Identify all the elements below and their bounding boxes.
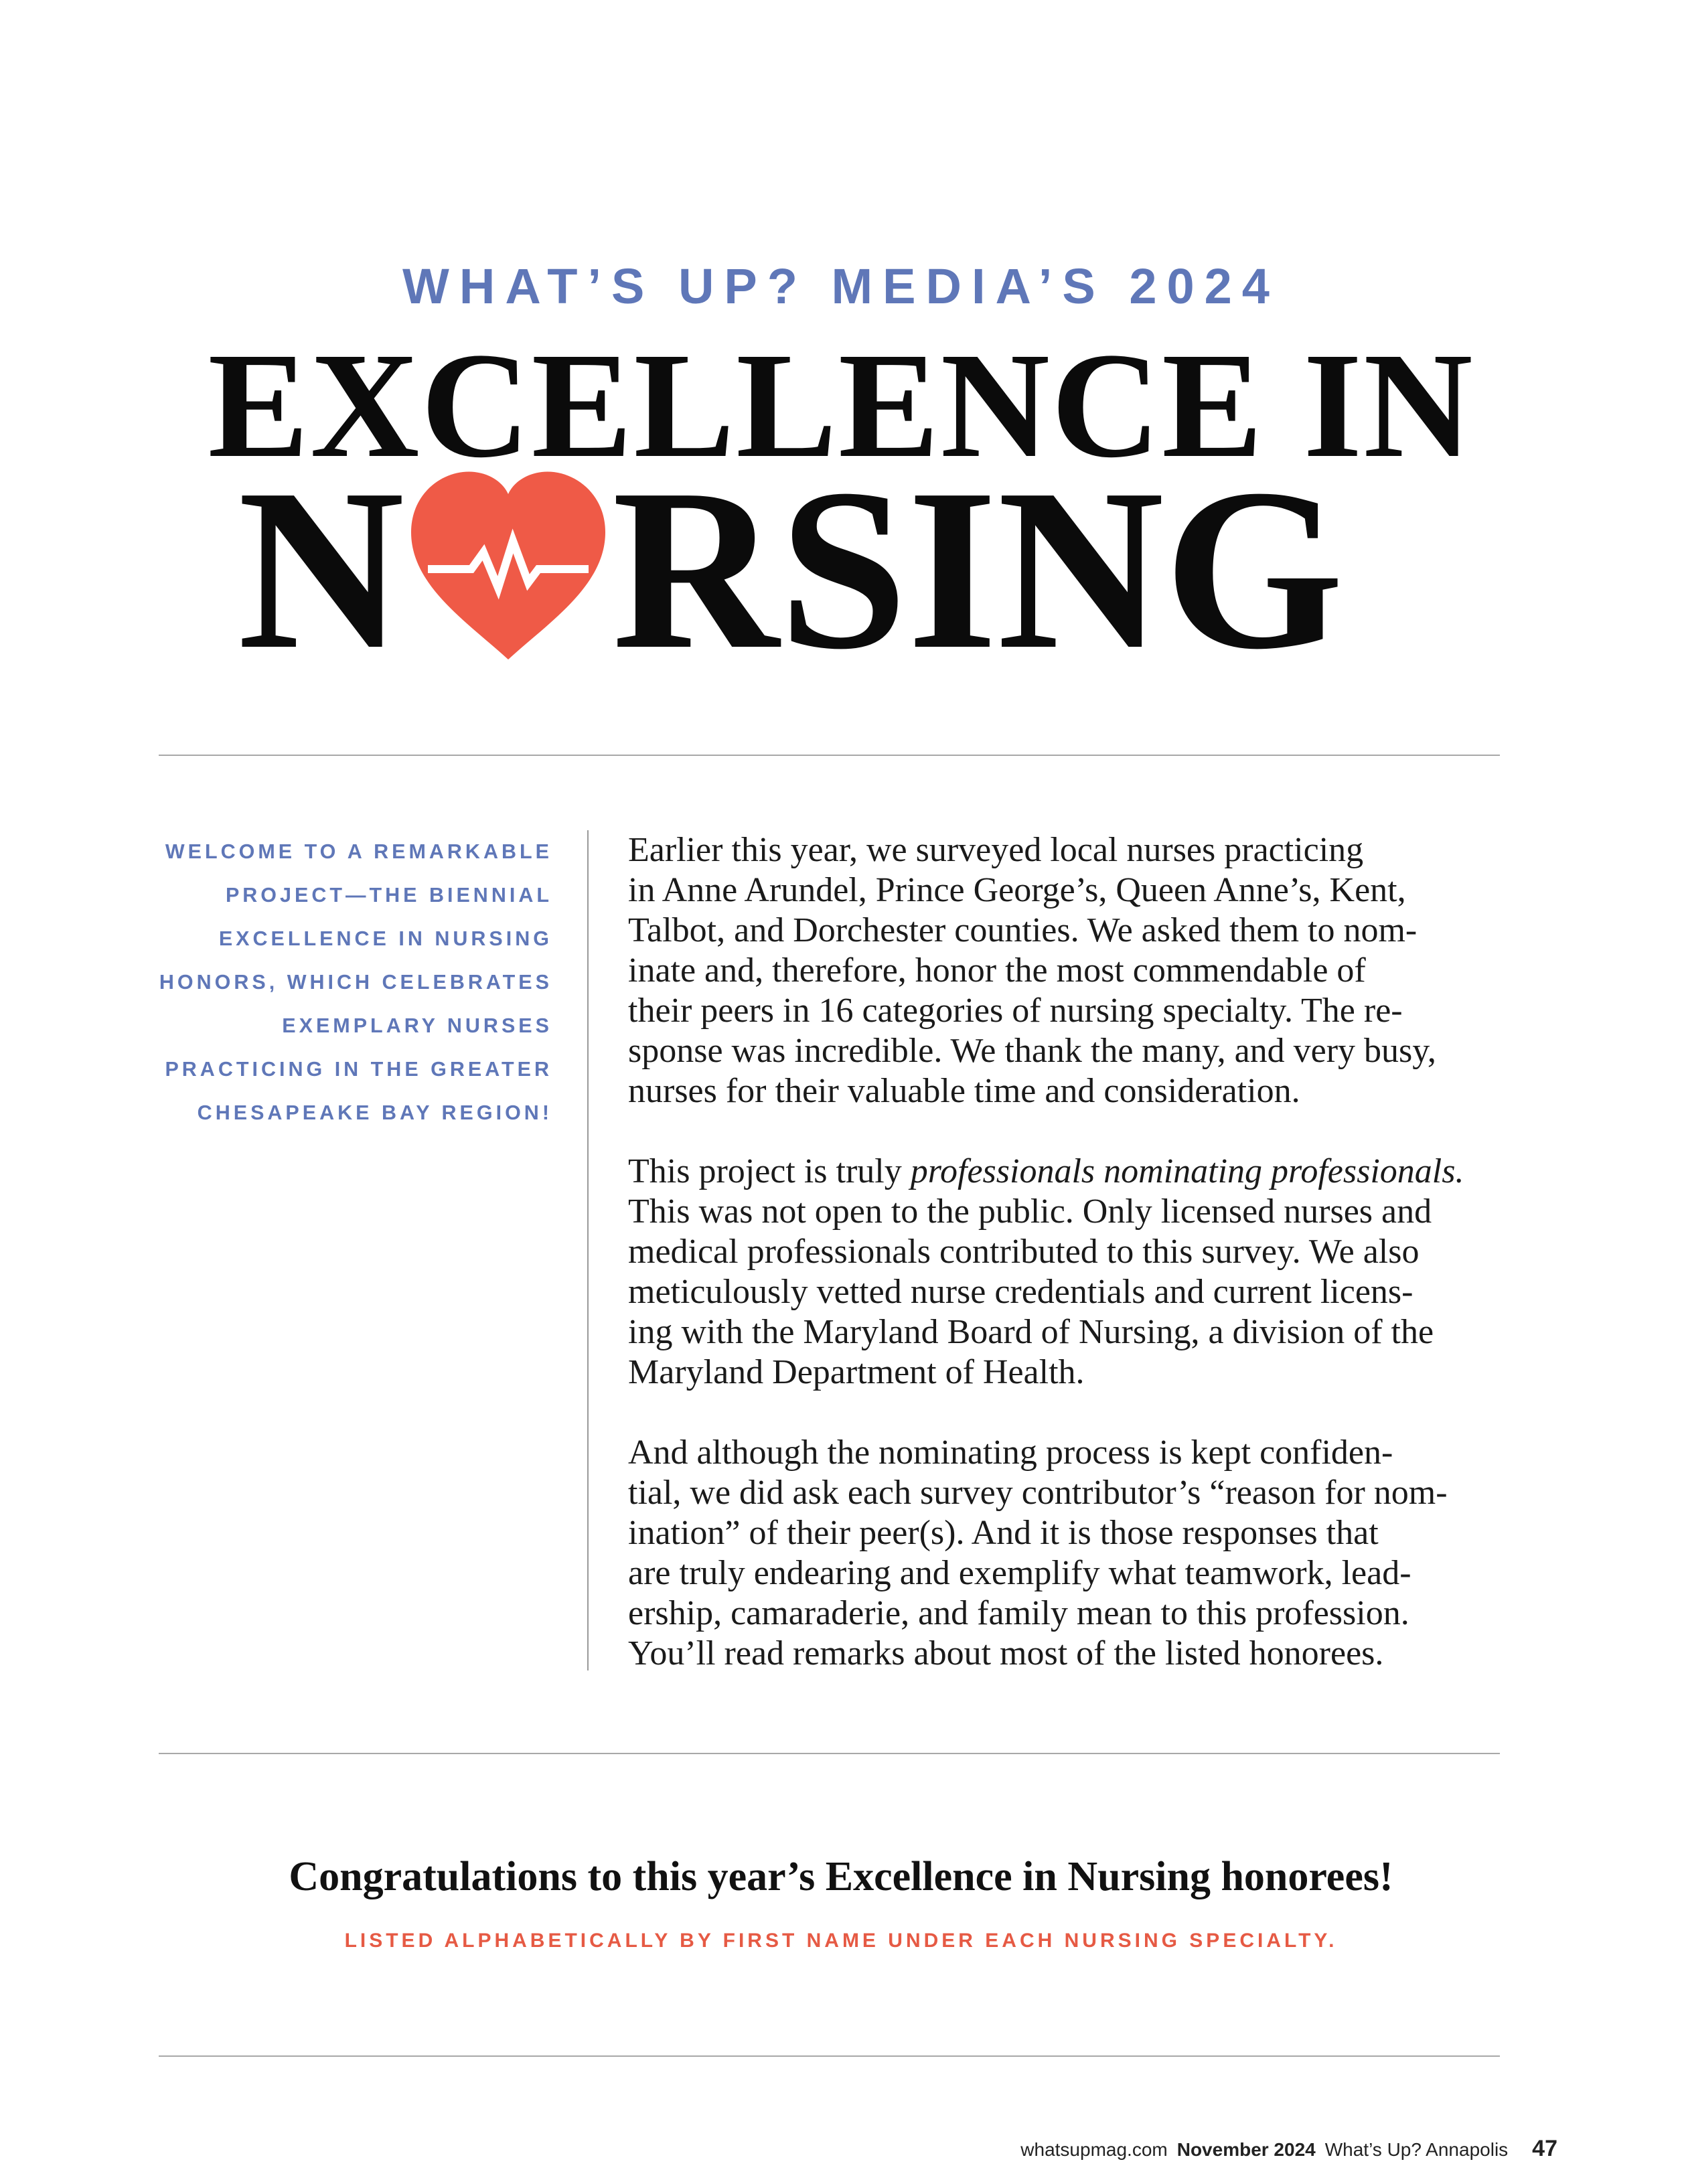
title-line-2	[238, 441, 1344, 697]
divider-bottom	[159, 2055, 1500, 2057]
footer-site: whatsupmag.com	[1020, 2139, 1168, 2160]
paragraph-3: And although the nominating process is kept confiden- tial, we did ask each survey contributor’s “reason for nom- ination” of their peer(s). And it is those responses that are truly endearing and exemplify what teamwork, lead- ership, camaraderie, and family mean to this profession. You’ll read remarks about most of the listed honorees.	[628, 1433, 1448, 1672]
paragraph-2-rest: This was not open to the public. Only licensed nurses and medical professionals contributed to this survey. We also meticulously vetted nurse credentials and current licens- ing with the Maryland Board of Nursing, a division of the Maryland Department of Health.	[628, 1192, 1434, 1391]
sidebar-line: EXEMPLARY NURSES	[282, 1014, 552, 1037]
divider-middle	[159, 1753, 1500, 1754]
paragraph-1: Earlier this year, we surveyed local nurses practicing in Anne Arundel, Prince George’s, Queen Anne’s, Kent, Talbot, and Dorchester counties. We asked them to nom- inate and, therefore, honor the most commendable of their peers in 16 categories of nursing specialty. The re- sponse was incredible. We thank the many, and very busy, nurses for their valuable time and consideration.	[628, 831, 1436, 1110]
footer-issue: November 2024	[1176, 2139, 1316, 2160]
sidebar-intro	[100, 830, 552, 1135]
paragraph-2-italic: professionals nominating professionals.	[910, 1152, 1464, 1190]
heart-pulse-icon	[404, 469, 612, 670]
congrats-headline: Congratulations to this year’s Excellence in Nursing honorees!	[289, 1854, 1393, 1899]
paragraph-2-lead: This project is truly	[628, 1152, 911, 1190]
sidebar-line: WELCOME TO A REMARKABLE	[165, 840, 552, 863]
vertical-divider	[587, 830, 589, 1670]
listing-note: LISTED ALPHABETICALLY BY FIRST NAME UNDER EACH NURSING SPECIALTY.	[344, 1930, 1338, 1952]
sidebar-line: EXCELLENCE IN NURSING	[218, 927, 552, 950]
title-letters-rsing: RSING	[612, 441, 1344, 697]
paragraph-2	[628, 1152, 1512, 1393]
title-line-1: EXCELLENCE IN	[208, 321, 1474, 489]
page-number: 47	[1532, 2136, 1557, 2161]
body-text	[628, 830, 1512, 1714]
sidebar-line: PROJECT—THE BIENNIAL	[225, 884, 552, 907]
sidebar-line: CHESAPEAKE BAY REGION!	[197, 1101, 552, 1124]
title-letter-n: N	[238, 441, 405, 697]
footer-publication: What’s Up? Annapolis	[1324, 2139, 1509, 2160]
supertitle: WHAT’S UP? MEDIA’S 2024	[402, 258, 1280, 314]
page-footer	[1020, 2136, 1557, 2162]
sidebar-line: HONORS, WHICH CELEBRATES	[159, 971, 552, 994]
divider-top	[159, 755, 1500, 756]
sidebar-line: PRACTICING IN THE GREATER	[165, 1058, 552, 1081]
